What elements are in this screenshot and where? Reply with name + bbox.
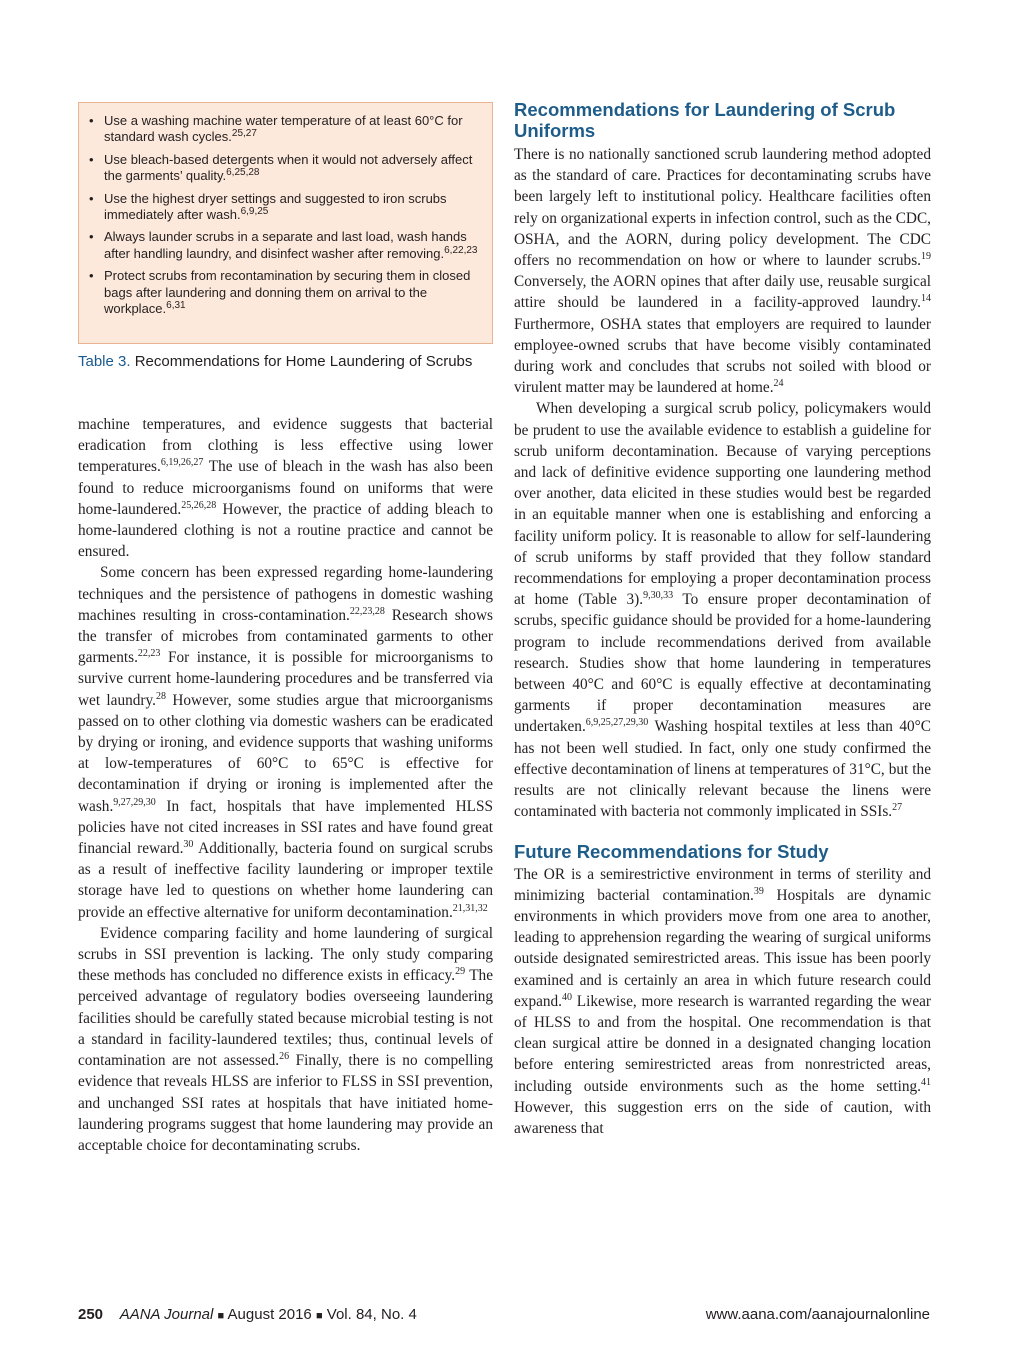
- separator: ■: [315, 1310, 323, 1322]
- citation: 6,25,28: [226, 167, 260, 179]
- text-run: When developing a surgical scrub policy, policymakers would be prudent to use the available evidence to establish a guideline for scrub uniform decontamination. Because of varying perceptions and lack of definitive evidence supporting one laundering method over another, data elicited in these studies would best be regarded in an equitable manner when one is establishing and enforcing a facility uniform policy. It is reasonable to allow for self-laundering of scrub uniforms by staff provided that they follow standard recommendations for employing a proper decontamination process at home (Table 3).: [514, 400, 931, 609]
- table-caption-text: Recommendations for Home Laundering of Scrubs: [134, 353, 473, 370]
- table-item: • Use a washing machine water temperature of at least 60°C for standard wash cycles.$^{25,27}$: [89, 113, 463, 145]
- section-heading-future: Future Recommendations for Study: [514, 840, 829, 862]
- text-run: Washing hospital textiles at less than 40°C has not been well studied. In fact, only one study confirmed the effective decontamination of linens at temperatures of 31°C, but the results are not clinically relevant because the linens were contaminated with bacteria not commonly implicated in SSIs.: [514, 718, 931, 821]
- page-number: 250: [78, 1306, 104, 1323]
- citation: 26: [279, 1051, 290, 1063]
- left-paragraph-1: [78, 414, 493, 562]
- footer-url[interactable]: www.aana.com/aanajournalonline: [705, 1306, 930, 1323]
- citation: 25,26,28: [181, 499, 217, 511]
- text-run: The OR is a semirestrictive environment in terms of sterility and minimizing bacterial contamination.: [514, 865, 931, 904]
- table-item-text: Use a washing machine water temperature of at least 60°C for standard wash cycles.: [104, 113, 463, 145]
- right-paragraph-1: [514, 144, 931, 398]
- table-item-text: Protect scrubs from recontamination by securing them in closed bags after laundering and donning them on arrival to the workplace.: [104, 268, 471, 317]
- table-3-box: [78, 102, 493, 344]
- table-item-text: Use bleach-based detergents when it would not adversely affect the garments’ quality.: [104, 151, 473, 184]
- citation: 27: [892, 802, 903, 814]
- text-run: There is no nationally sanctioned scrub laundering method adopted as the standard of care. Practices for decontaminating scrubs have been largely left to institutional policy. Healthcare facilities often rely on organizational experts in infection control, such as the CDC, OSHA, and the AORN, during policy development. The CDC offers no recommendation on how or where to launder scrubs.: [514, 146, 931, 270]
- table-item: • Use bleach-based detergents when it would not adversely affect the garments’ quality.$^{6,25,28}$: [89, 151, 473, 184]
- text-run: The use of bleach in the wash has also been found to reduce microorganisms found on uniforms that were home-laundered.: [78, 458, 493, 518]
- right-column: [514, 99, 931, 1139]
- text-run: However, some studies argue that microorganisms passed on to other clothing via domestic washers can be eradicated by drying or ironing, and evidence supports that washing uniforms at low-temperatures of 60°C to 65°C is effective for decontamination if drying or ironing is implemented after the wash.: [78, 691, 493, 815]
- text-run: Evidence comparing facility and home laundering of surgical scrubs in SSI prevention is lacking. The only study comparing these methods has concluded no difference exists in efficacy.: [78, 924, 493, 985]
- citation: 6,9,25,27,29,30: [585, 717, 649, 729]
- left-paragraph-3: [78, 923, 493, 1156]
- text-run: Furthermore, OSHA states that employers are required to launder employee-owned scrubs that have become visibly contaminated during work and concludes that scrubs not soiled with blood or virulent matter may be laundered at home.: [514, 315, 931, 397]
- citation: 9,27,29,30: [113, 796, 156, 808]
- table-item-text: Always launder scrubs in a separate and last load, wash hands after handling laundry, and disinfect washer after removing.: [104, 229, 467, 261]
- text-run: Likewise, more research is warranted regarding the wear of HLSS to and from the hospital. One recommendation is that clean surgical attire be donned in a designated changing location before entering semirestricted areas from nonrestricted areas, including outside environments such as the home setting.: [514, 992, 931, 1095]
- citation: 39: [753, 885, 764, 897]
- right-paragraph-3: [514, 864, 931, 1140]
- citation: 22,23,28: [349, 605, 385, 617]
- table-3-list: [89, 113, 478, 317]
- citation: 6,9,25: [240, 206, 269, 218]
- footer-left: [78, 1306, 417, 1323]
- citation: 21,31,32: [452, 902, 488, 914]
- right-paragraph-2: [514, 398, 931, 822]
- text-run: However, the practice of adding bleach to home-laundered clothing is not a routine practice and cannot be ensured.: [78, 500, 493, 561]
- citation: 6,19,26,27: [160, 457, 204, 469]
- section-heading-laundering: Recommendations for Laundering of Scrub Uniforms: [514, 99, 896, 141]
- left-column: [78, 414, 493, 1156]
- text-run: Research shows the transfer of microbes from contaminated garments to other garments.: [78, 606, 493, 667]
- volume-info: Vol. 84, No. 4: [326, 1306, 417, 1323]
- text-run: Additionally, bacteria found on surgical scrubs as a result of ineffective facility laundering or improper textile storage have led to questions on whether home laundering can provide an effective alternative for uniform decontamination.: [78, 840, 493, 921]
- citation: 14: [921, 293, 931, 305]
- table-item-text: Use the highest dryer settings and suggested to iron scrubs immediately after wash.: [104, 190, 447, 223]
- text-run: However, this suggestion errs on the side of caution, with awareness that: [514, 1098, 931, 1137]
- table-caption: [78, 352, 488, 372]
- citation: 22,23: [137, 648, 161, 660]
- citation: 30: [183, 839, 194, 851]
- text-run: machine temperatures, and evidence suggests that bacterial eradication from clothing is less effective using lower temperatures.: [78, 416, 493, 476]
- citation: 25,27: [231, 128, 257, 140]
- citation: 41: [921, 1076, 931, 1088]
- citation: 19: [921, 251, 931, 263]
- table-item: • Use the highest dryer settings and suggested to iron scrubs immediately after wash.$^{6,9,25}$: [89, 190, 447, 223]
- text-run: In fact, hospitals that have implemented HLSS policies have not cited increases in SSI rates and have found great financial reward.: [78, 797, 493, 858]
- text-run: Conversely, the AORN opines that after daily use, reusable surgical attire should be laundered in a facility-approved laundry.: [514, 273, 931, 312]
- citation: 28: [155, 690, 166, 702]
- citation: 9,30,33: [643, 590, 674, 602]
- left-paragraph-2: [78, 562, 493, 922]
- citation: 40: [562, 991, 572, 1003]
- citation: 6,22,23: [444, 244, 478, 256]
- text-run: Finally, there is no compelling evidence that reveals HLSS are inferior to FLSS in SSI prevention, and unchanged SSI rates at hospitals that have initiated home-laundering programs suggest that home laundering may provide an acceptable choice for decontaminating scrubs.: [78, 1052, 493, 1154]
- issue-date: August 2016: [227, 1306, 312, 1323]
- journal-name: AANA Journal: [119, 1306, 214, 1323]
- citation: 29: [455, 966, 466, 978]
- table-item: • Always launder scrubs in a separate and last load, wash hands after handling laundry, and disinfect washer after removing.$^{6,22,23}$: [89, 229, 478, 261]
- text-run: Hospitals are dynamic environments in which providers move from one area to another, leading to apprehension regarding the wearing of surgical uniforms outside designated semirestricted areas. This issue has been poorly examined and is certainly an area in which future research could expand.: [514, 886, 931, 1010]
- citation: 6,31: [166, 300, 186, 312]
- table-caption-label: Table 3.: [78, 353, 131, 370]
- text-run: To ensure proper decontamination of scrubs, specific guidance should be provided for a home-laundering program to include recommendations derived from available research. Studies show that home laundering in temperatures between 40°C and 60°C is equally effective at decontaminating garments if proper decontamination measures are undertaken.: [514, 591, 931, 736]
- text-run: Some concern has been expressed regarding home-laundering techniques and the persistence of pathogens in domestic washing machines resulting in cross-contamination.: [78, 564, 493, 624]
- citation: 24: [773, 378, 784, 390]
- text-run: For instance, it is possible for microorganisms to survive current home-laundering procedures and be transferred via wet laundry.: [78, 649, 493, 709]
- separator: ■: [217, 1310, 225, 1322]
- text-run: The perceived advantage of regulatory bodies overseeing laundering facilities should be carefully stated because microbial testing is not a standard in facility-laundered textiles; thus, continual levels of contamination are not assessed.: [78, 967, 493, 1070]
- table-item: • Protect scrubs from recontamination by securing them in closed bags after laundering and donning them on arrival to the workplace.$^{6,31}$: [89, 268, 471, 317]
